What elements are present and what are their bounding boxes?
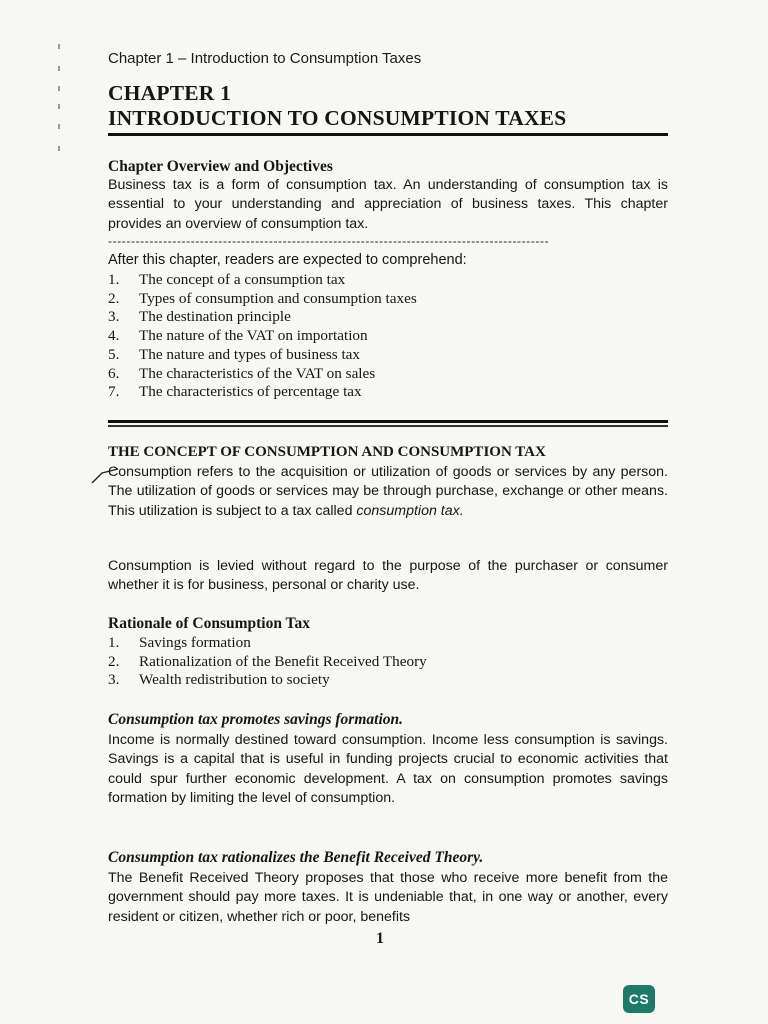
concept-paragraph: Consumption refers to the acquisition or utilization of goods or services by any person. The utilization of goods or services may be through purchase, exchange or other means. This utilization is subject to a tax called consumption tax. xyxy=(108,464,668,519)
concept-term: consumption tax. xyxy=(356,502,464,519)
chapter-name: INTRODUCTION TO CONSUMPTION TAXES xyxy=(108,106,567,130)
concept-paragraph-2: Consumption is levied without regard to the purpose of the purchaser or consumer whether it is for business, personal or charity use. xyxy=(108,558,668,594)
title-rule xyxy=(108,133,668,136)
list-item: 7. The characteristics of percentage tax xyxy=(108,383,362,401)
rationale-heading: Rationale of Consumption Tax xyxy=(108,615,310,632)
list-item: 6. The characteristics of the VAT on sales xyxy=(108,364,376,382)
page-number: 1 xyxy=(376,930,384,947)
camscanner-badge: CS xyxy=(623,985,655,1013)
savings-heading: Consumption tax promotes savings formation. xyxy=(108,711,403,728)
overview-paragraph: Business tax is a form of consumption tax. An understanding of consumption tax is essential to your understanding and appreciation of business taxes. This chapter provides an overview of consumption tax. xyxy=(108,177,668,232)
benefit-heading: Consumption tax rationalizes the Benefit Received Theory. xyxy=(108,849,484,866)
margin-speck xyxy=(58,104,60,109)
margin-speck xyxy=(58,86,60,91)
margin-speck xyxy=(58,124,60,129)
running-header: Chapter 1 – Introduction to Consumption Taxes xyxy=(108,50,422,67)
section-rule-thin xyxy=(108,425,668,427)
overview-heading: Chapter Overview and Objectives xyxy=(108,158,333,175)
benefit-paragraph: The Benefit Received Theory proposes that those who receive more benefit from the government should pay more taxes. It is undeniable that, in one way or another, every resident or citizen, whether rich or poor, benefits xyxy=(108,870,668,925)
rationale-list xyxy=(108,634,427,690)
concept-heading: THE CONCEPT OF CONSUMPTION AND CONSUMPTION TAX xyxy=(108,444,546,460)
list-item: 3. The destination principle xyxy=(108,308,291,326)
list-item: 3. Wealth redistribution to society xyxy=(108,671,330,689)
savings-paragraph: Income is normally destined toward consumption. Income less consumption is savings. Savings is a capital that is useful in funding projects crucial to economic activities that could spur further economic development. A tax on consumption promotes savings formation by limiting the level of consumption. xyxy=(108,732,668,807)
margin-speck xyxy=(58,44,60,49)
list-item: 1. The concept of a consumption tax xyxy=(108,271,346,288)
chapter-title xyxy=(108,81,566,131)
objectives-list xyxy=(108,271,417,402)
margin-speck xyxy=(58,146,60,151)
chapter-number: CHAPTER 1 xyxy=(108,81,232,105)
margin-speck xyxy=(58,66,60,71)
list-item: 5. The nature and types of business tax xyxy=(108,345,361,363)
dashed-separator: ------------------------------------------------------------------------------------------------ xyxy=(108,234,550,248)
list-item: 2. Rationalization of the Benefit Received Theory xyxy=(108,652,427,670)
list-item: 4. The nature of the VAT on importation xyxy=(108,327,368,345)
list-item: 1. Savings formation xyxy=(108,634,251,651)
objectives-intro: After this chapter, readers are expected to comprehend: xyxy=(108,252,467,268)
list-item: 2. Types of consumption and consumption taxes xyxy=(108,289,417,307)
section-rule xyxy=(108,420,668,423)
